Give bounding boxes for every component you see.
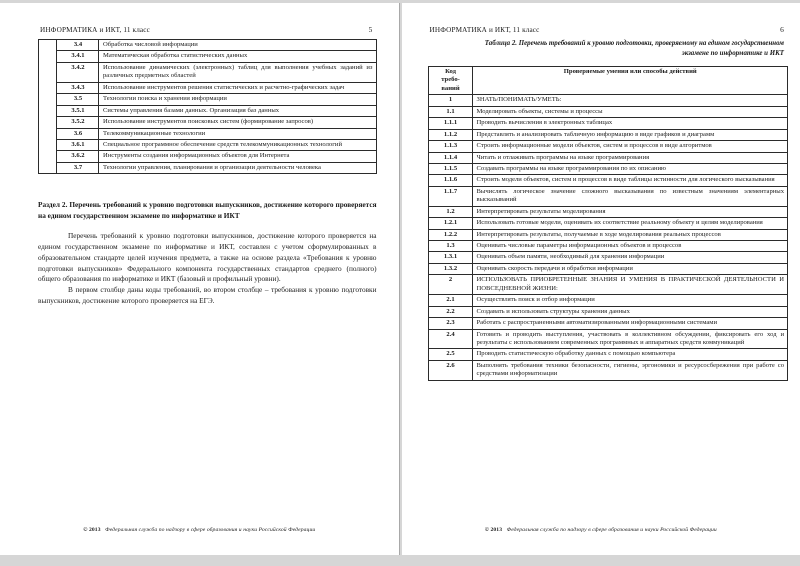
row-code: 1.3.1 <box>428 252 472 263</box>
row-code: 1.2 <box>428 206 472 217</box>
page-right <box>402 3 800 555</box>
table-row <box>39 51 377 62</box>
row-code: 1.2.1 <box>428 218 472 229</box>
table-row <box>428 306 787 317</box>
row-code: 2.1 <box>428 295 472 306</box>
row-code: 1 <box>428 95 472 106</box>
page-left <box>0 3 399 555</box>
table-row <box>39 105 377 116</box>
row-text: Интерпретировать результаты, получаемые в ходе моделирования реальных процессов <box>472 229 787 240</box>
table-row <box>428 118 787 129</box>
row-text: Моделировать объекты, системы и процессы <box>472 106 787 117</box>
table-row <box>428 263 787 274</box>
row-code: 2.6 <box>428 360 472 380</box>
row-code: 3.5.1 <box>57 105 99 116</box>
page-footer-right <box>402 527 800 533</box>
header-skills-column: Проверяемые умения или способы действий <box>472 67 787 95</box>
row-code: 1.1.2 <box>428 129 472 140</box>
row-text: Инструменты создания информационных объектов для Интернета <box>99 151 377 162</box>
section-heading: Раздел 2. Перечень требований к уровню подготовки выпускников, достижение которого проверяется на едином государственном экзамене по информатике и ИКТ <box>38 200 377 220</box>
table-row <box>39 139 377 150</box>
row-text: Оценивать числовые параметры информационных объектов и процессов <box>472 241 787 252</box>
row-text: ИСПОЛЬЗОВАТЬ ПРИОБРЕТЕННЫЕ ЗНАНИЯ И УМЕНИЯ В ПРАКТИЧЕСКОЙ ДЕЯТЕЛЬНОСТИ И ПОВСЕДНЕВНОЙ ЖИЗНИ: <box>472 275 787 295</box>
footer-copyright-right: © 2013 <box>484 527 503 533</box>
row-code: 1.1.5 <box>428 163 472 174</box>
body-paragraph-1: Перечень требований к уровню подготовки выпускников, достижение которого проверяется на едином государственном экзамене по информатике и ИКТ, составлен с учетом сформулированных в образовательном стандарте целей изучения предмета, а также на основе раздела «Требования к уровню подготовки выпускников» Федерального компонента государственных стандартов среднего (полного) общего образования по информатике и ИКТ (базовый и профильный уровни). <box>38 231 377 284</box>
footer-text-left: Федеральная служба по надзору в сфере образования и науки Российской Федерации <box>105 527 316 533</box>
row-text: Выполнять требования техники безопасности, гигиены, эргономики и ресурсосбережения при работе со средствами информатизации <box>472 360 787 380</box>
table-row <box>428 275 787 295</box>
row-text: Специальное программное обеспечение средств телекоммуникационных технологий <box>99 139 377 150</box>
row-text: Интерпретировать результаты моделирования <box>472 206 787 217</box>
running-head-title-left: ИНФОРМАТИКА и ИКТ, 11 класс <box>40 26 150 34</box>
body-paragraph-2: В первом столбце даны коды требований, во втором столбце – требования к уровню подготовки выпускников, достижение которого проверяется на ЕГЭ. <box>38 285 377 305</box>
table-row <box>428 360 787 380</box>
table-row <box>428 152 787 163</box>
row-text: Использование инструментов решения статистических и расчетно-графических задач <box>99 82 377 93</box>
row-text: Проводить вычисления в электронных таблицах <box>472 118 787 129</box>
row-code: 3.5 <box>57 94 99 105</box>
row-code: 2.2 <box>428 306 472 317</box>
table-row <box>39 117 377 128</box>
table-row <box>428 206 787 217</box>
table-row <box>428 163 787 174</box>
table-row <box>428 141 787 152</box>
table-row <box>39 151 377 162</box>
table-row <box>428 175 787 186</box>
table-row <box>428 95 787 106</box>
table-header <box>428 67 787 95</box>
table-row <box>428 218 787 229</box>
row-text: Системы управления базами данных. Организация баз данных <box>99 105 377 116</box>
table-row <box>428 295 787 306</box>
table-row <box>428 318 787 329</box>
row-code: 2.4 <box>428 329 472 349</box>
row-code: 3.6.1 <box>57 139 99 150</box>
table-row <box>39 40 377 51</box>
table-row <box>39 128 377 139</box>
page-number-right: 6 <box>780 25 784 34</box>
row-code: 3.7 <box>57 162 99 173</box>
table-row <box>39 62 377 82</box>
row-code: 2.5 <box>428 349 472 360</box>
row-code: 1.1.3 <box>428 141 472 152</box>
row-text: ЗНАТЬ/ПОНИМАТЬ/УМЕТЬ: <box>472 95 787 106</box>
footer-copyright-left: © 2013 <box>83 527 101 533</box>
table-row <box>39 82 377 93</box>
row-text: Обработка числовой информации <box>99 40 377 51</box>
row-text: Технологии управления, планирования и организации деятельности человека <box>99 162 377 173</box>
running-head-left <box>38 25 377 34</box>
row-text: Телекоммуникационные технологии <box>99 128 377 139</box>
table-header-row <box>428 67 787 95</box>
row-text: Оценивать скорость передачи и обработки информации <box>472 263 787 274</box>
row-text: Технологии поиска и хранения информации <box>99 94 377 105</box>
table-row <box>428 106 787 117</box>
table-row <box>428 252 787 263</box>
row-code: 2 <box>428 275 472 295</box>
row-code: 1.1 <box>428 106 472 117</box>
running-head-title-right: ИНФОРМАТИКА и ИКТ, 11 класс <box>429 26 540 34</box>
row-text: Создавать и использовать структуры хранения данных <box>472 306 787 317</box>
row-text: Читать и отлаживать программы на языке программирования <box>472 152 787 163</box>
row-code: 3.6 <box>57 128 99 139</box>
row-code: 1.1.4 <box>428 152 472 163</box>
running-head-right <box>428 25 788 34</box>
row-text: Создавать программы на языке программирования по их описанию <box>472 163 787 174</box>
row-text: Математическая обработка статистических данных <box>99 51 377 62</box>
table-row <box>428 349 787 360</box>
row-code: 1.3 <box>428 241 472 252</box>
row-code: 1.2.2 <box>428 229 472 240</box>
row-code: 3.4.2 <box>57 62 99 82</box>
row-text: Готовить и проводить выступления, участвовать в коллективном обсуждении, фиксировать его ход и результаты с использованием современных программных и аппаратных средств коммуникаций <box>472 329 787 349</box>
table-row <box>428 186 787 206</box>
row-text: Работать с распространенными автоматизированными информационными системами <box>472 318 787 329</box>
table-body-left <box>39 40 377 174</box>
table-caption: Таблица 2. Перечень требований к уровню подготовки, проверяемому на едином государственном экзамене по информатике и ИКТ <box>484 40 784 57</box>
table-content-codes-continued <box>38 39 377 174</box>
row-text: Использование инструментов поисковых систем (формирование запросов) <box>99 117 377 128</box>
table-row <box>39 94 377 105</box>
row-text: Строить модели объектов, систем и процессов в виде таблицы истинности для логического высказывания <box>472 175 787 186</box>
page-number-left: 5 <box>368 25 373 34</box>
table-row <box>428 229 787 240</box>
table-row <box>39 162 377 173</box>
page-footer-left <box>0 527 399 533</box>
row-code: 3.4 <box>57 40 99 51</box>
row-text: Проводить статистическую обработку данных с помощью компьютера <box>472 349 787 360</box>
row-code: 3.4.1 <box>57 51 99 62</box>
table-requirements <box>428 66 788 381</box>
merged-blank-cell <box>39 40 57 174</box>
table-row <box>428 241 787 252</box>
row-text: Строить информационные модели объектов, систем и процессов в виде алгоритмов <box>472 141 787 152</box>
header-code-column: Код требо- ваний <box>428 67 472 95</box>
row-code: 3.4.3 <box>57 82 99 93</box>
row-text: Использовать готовые модели, оценивать их соответствие реальному объекту и целям моделирования <box>472 218 787 229</box>
row-text: Представлять и анализировать табличную информацию в виде графиков и диаграмм <box>472 129 787 140</box>
row-code: 3.6.2 <box>57 151 99 162</box>
row-code: 1.1.1 <box>428 118 472 129</box>
row-text: Использование динамических (электронных) таблиц для выполнения учебных заданий из различных предметных областей <box>99 62 377 82</box>
row-code: 1.1.7 <box>428 186 472 206</box>
row-text: Вычислять логическое значение сложного высказывания по известным значениям элементарных высказываний <box>472 186 787 206</box>
table-row <box>428 129 787 140</box>
row-text: Осуществлять поиск и отбор информации <box>472 295 787 306</box>
row-code: 2.3 <box>428 318 472 329</box>
row-code: 1.1.6 <box>428 175 472 186</box>
row-code: 3.5.2 <box>57 117 99 128</box>
table-body-right <box>428 95 787 380</box>
row-text: Оценивать объем памяти, необходимый для хранения информации <box>472 252 787 263</box>
footer-text-right: Федеральная служба по надзору в сфере образования и науки Российской Федерации <box>506 527 717 533</box>
page-divider <box>399 3 400 555</box>
table-row <box>428 329 787 349</box>
row-code: 1.3.2 <box>428 263 472 274</box>
